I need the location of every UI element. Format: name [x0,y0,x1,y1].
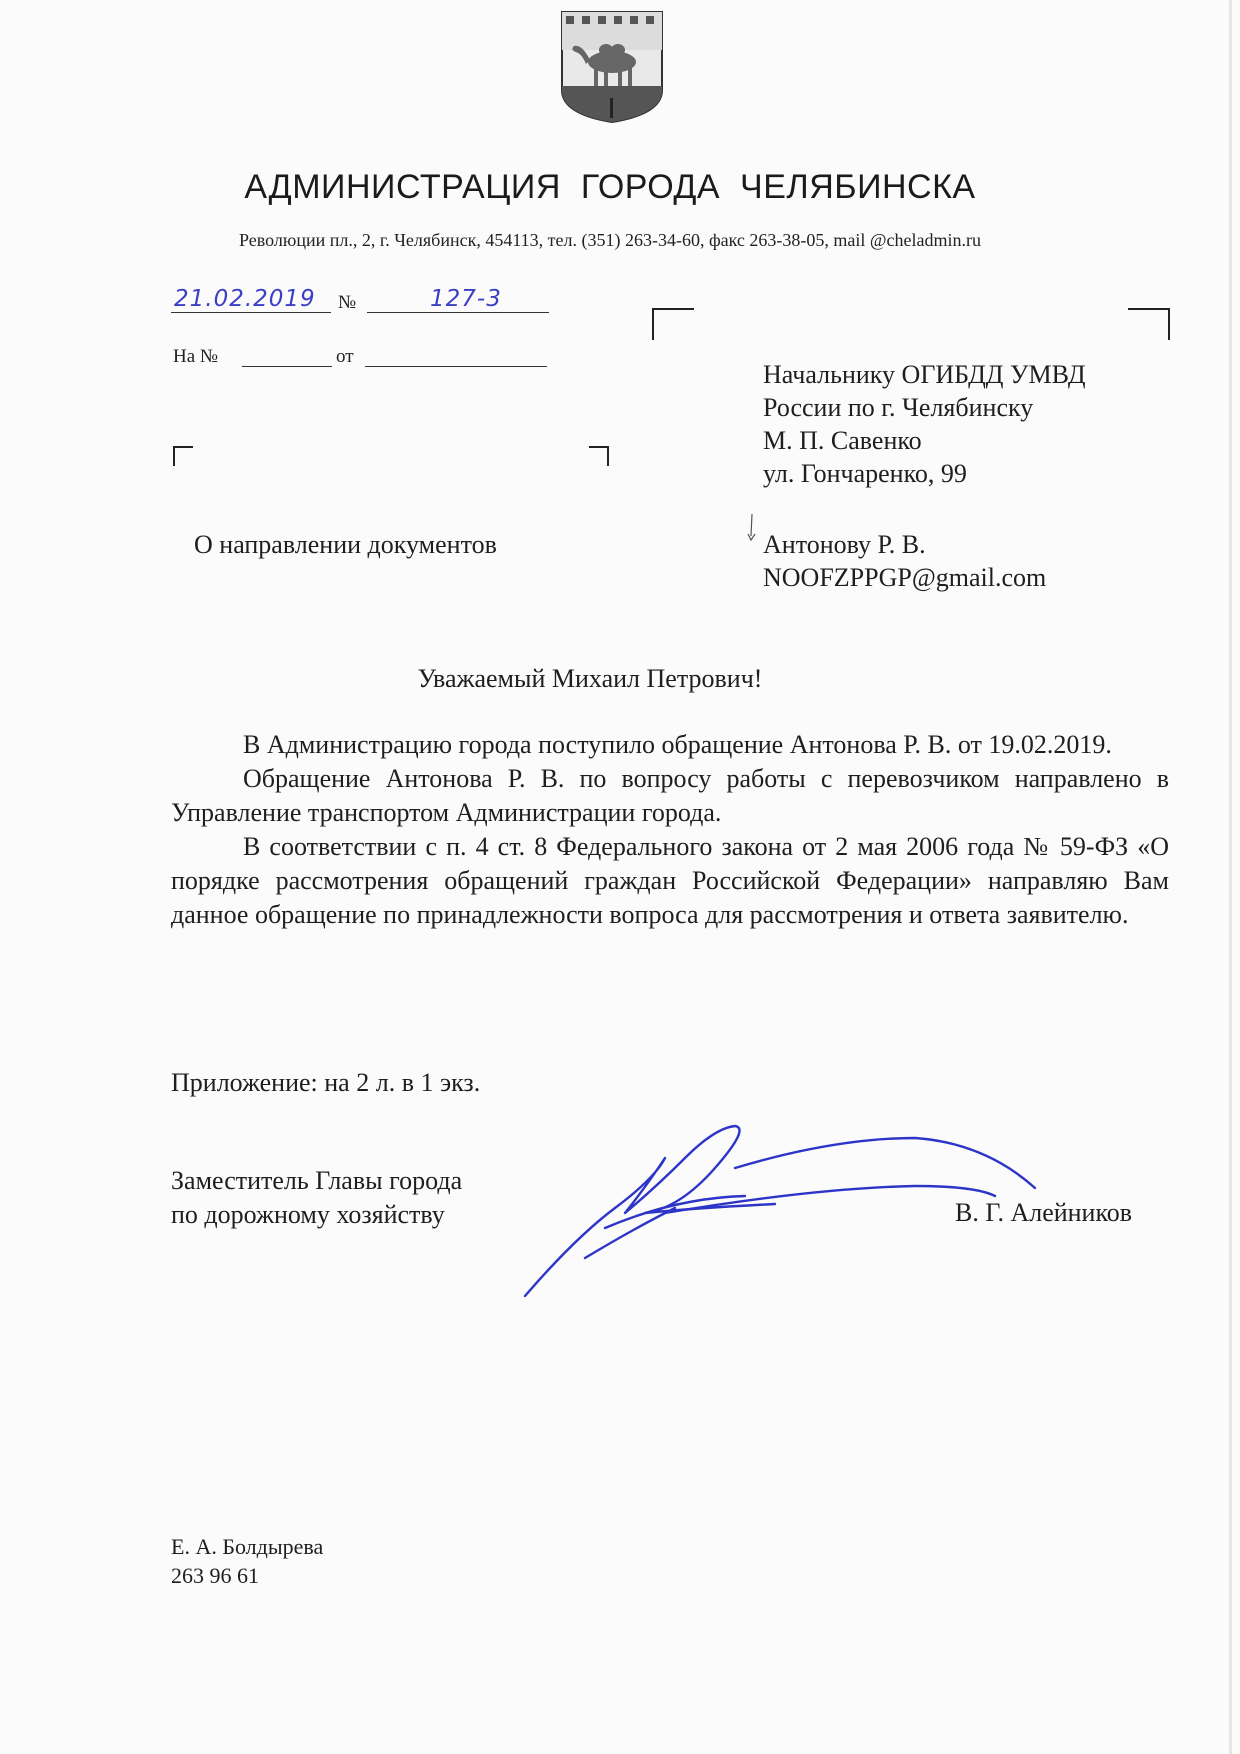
page-edge [1229,0,1232,1754]
subject-corner-left [173,446,193,466]
executor-block [171,1532,323,1590]
registration-number: 127-3 [430,286,502,312]
body-paragraph: В соответствии с п. 4 ст. 8 Федерального закона от 2 мая 2006 года № 59-ФЗ «О порядке рассмотрения обращений граждан Российской Федерации» направляю Вам данное обращение по принадлежности вопроса для рассмотрения и ответа заявителю. [171,832,1169,929]
salutation: Уважаемый Михаил Петрович! [417,664,763,693]
subject-corner-right [589,446,609,466]
executor-phone: 263 96 61 [171,1563,259,1588]
recipient-line: М. П. Савенко [763,426,922,455]
handwritten-tick-mark [746,512,760,548]
recipient-line: Начальнику ОГИБДД УМВД [763,360,1086,389]
reference-number-line [242,366,332,367]
reference-from-label: от [336,346,354,367]
signatory-title-line: по дорожному хозяйству [171,1200,445,1229]
letter-subject: О направлении документов [194,530,497,559]
signatory-name: В. Г. Алейников [955,1198,1133,1227]
attachment-note: Приложение: на 2 л. в 1 экз. [171,1068,481,1097]
copy-recipient-name: Антонову Р. В. [763,530,926,559]
number-line [367,312,549,313]
recipient-corner-right [1128,308,1170,340]
body-paragraph: Обращение Антонова Р. В. по вопросу работы с перевозчиком направлено в Управление транспортом Администрации города. [171,764,1169,827]
organization-title: АДМИНИСТРАЦИЯ ГОРОДА ЧЕЛЯБИНСКА [244,168,976,206]
registration-date: 21.02.2019 [174,286,316,312]
copy-recipient-email: NOOFZPPGP@gmail.com [763,563,1047,592]
executor-name: Е. А. Болдырева [171,1534,324,1559]
recipient-line: России по г. Челябинску [763,393,1034,422]
recipient-line: ул. Гончаренко, 99 [763,459,967,488]
date-line [171,312,331,313]
signatory-title [171,1164,462,1232]
coat-of-arms-emblem [560,10,664,124]
letter-body [171,728,1169,932]
body-paragraph: В Администрацию города поступило обращение Антонова Р. В. от 19.02.2019. [243,730,1112,759]
recipient-corner-left [652,308,694,340]
signatory-title-line: Заместитель Главы города [171,1166,463,1195]
reference-number-label: На № [173,346,219,367]
reference-from-line [365,366,547,367]
recipient-block [763,358,1086,490]
copy-recipient-block [763,528,1046,594]
number-label: № [338,292,357,313]
organization-address: Революции пл., 2, г. Челябинск, 454113, тел. (351) 263-34-60, факс 263-38-05, mail @cheladmin.ru [239,230,981,250]
